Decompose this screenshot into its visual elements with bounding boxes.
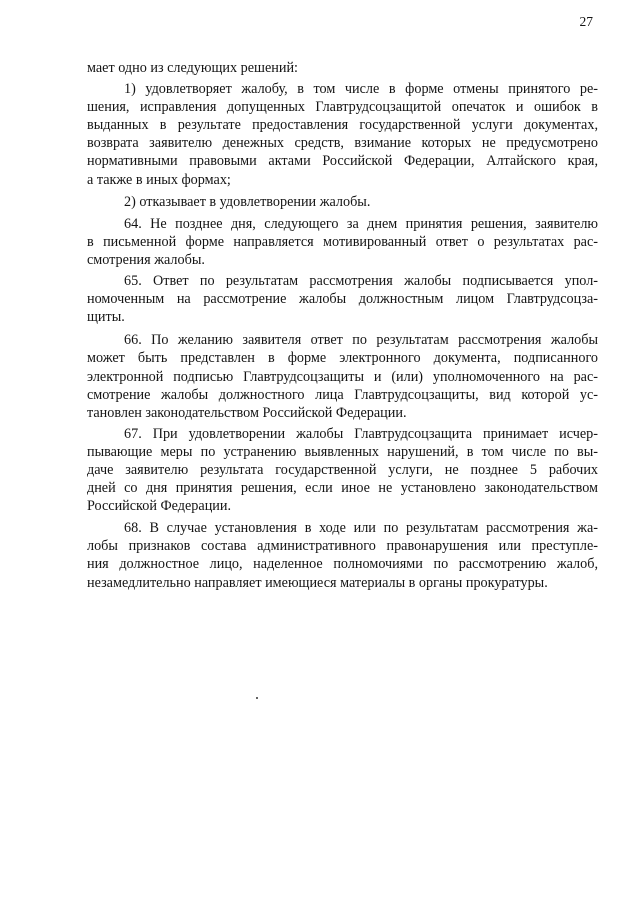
text-line: может быть представлен в форме электронного документа, подписанного — [87, 350, 598, 367]
text-line: 66. По желанию заявителя ответ по результатам рассмотрения жалобы — [124, 332, 598, 349]
text-line: возврата заявителю денежных средств, взимание которых не предусмотрено — [87, 135, 598, 152]
text-line: щиты. — [87, 309, 125, 326]
paragraph-p5 — [87, 331, 598, 421]
text-line: номоченным на рассмотрение жалобы должностным лицом Главтрудсоцза- — [87, 291, 598, 308]
text-line: смотрения жалобы. — [87, 251, 205, 268]
text-line: электронной подписью Главтрудсоцзащиты и (или) уполномоченного на рас- — [87, 368, 598, 385]
text-line: шения, исправления допущенных Главтрудсоцзащитой опечаток и ошибок в — [87, 99, 598, 116]
scan-speck — [256, 697, 258, 699]
text-line: даче заявителю результата государственной услуги, не позднее 5 рабочих — [87, 461, 598, 478]
text-line: 1) удовлетворяет жалобу, в том числе в форме отмены принятого ре- — [124, 81, 598, 98]
text-line: выданных в результате предоставления государственной услуги документах, — [87, 117, 598, 134]
text-line: в письменной форме направляется мотивированный ответ о результатах рас- — [87, 233, 598, 250]
text-line: незамедлительно направляет имеющиеся материалы в органы прокуратуры. — [87, 574, 548, 591]
text-line: а также в иных формах; — [87, 171, 231, 188]
text-line: 64. Не позднее дня, следующего за днем принятия решения, заявителю — [124, 215, 598, 232]
paragraph-p4 — [87, 272, 598, 326]
paragraph-p3 — [87, 215, 598, 269]
paragraph-p1 — [87, 80, 598, 189]
paragraph-p2 — [87, 193, 598, 211]
text-line: Российской Федерации. — [87, 498, 232, 515]
text-line: смотрение жалобы должностного лица Главтрудсоцзащиты, вид которой ус- — [87, 386, 598, 403]
paragraph-p0 — [87, 59, 598, 77]
text-line: нормативными правовыми актами Российской Федерации, Алтайского края, — [87, 153, 598, 170]
text-line: дней со дня принятия решения, если иное не установлено законодательством — [87, 480, 598, 497]
text-line: пывающие меры по устранению выявленных нарушений, в том числе по вы- — [87, 443, 598, 460]
text-line: тановлен законодательством Российской Федерации. — [87, 404, 407, 421]
text-line: лобы признаков состава административного правонарушения или преступле- — [87, 538, 598, 555]
text-line: 2) отказывает в удовлетворении жалобы. — [124, 193, 371, 210]
paragraph-p6 — [87, 425, 598, 515]
text-line: мает одно из следующих решений: — [87, 60, 298, 76]
text-line: 67. При удовлетворении жалобы Главтрудсоцзащита принимает исчер- — [124, 425, 598, 442]
document-body — [87, 59, 598, 596]
page-number: 27 — [579, 14, 593, 29]
text-line: 68. В случае установления в ходе или по результатам рассмотрения жа- — [124, 520, 598, 537]
paragraph-p7 — [87, 519, 598, 591]
text-line: 65. Ответ по результатам рассмотрения жалобы подписывается упол- — [124, 273, 598, 290]
text-line: ния должностное лицо, наделенное полномочиями по рассмотрению жалоб, — [87, 556, 598, 573]
